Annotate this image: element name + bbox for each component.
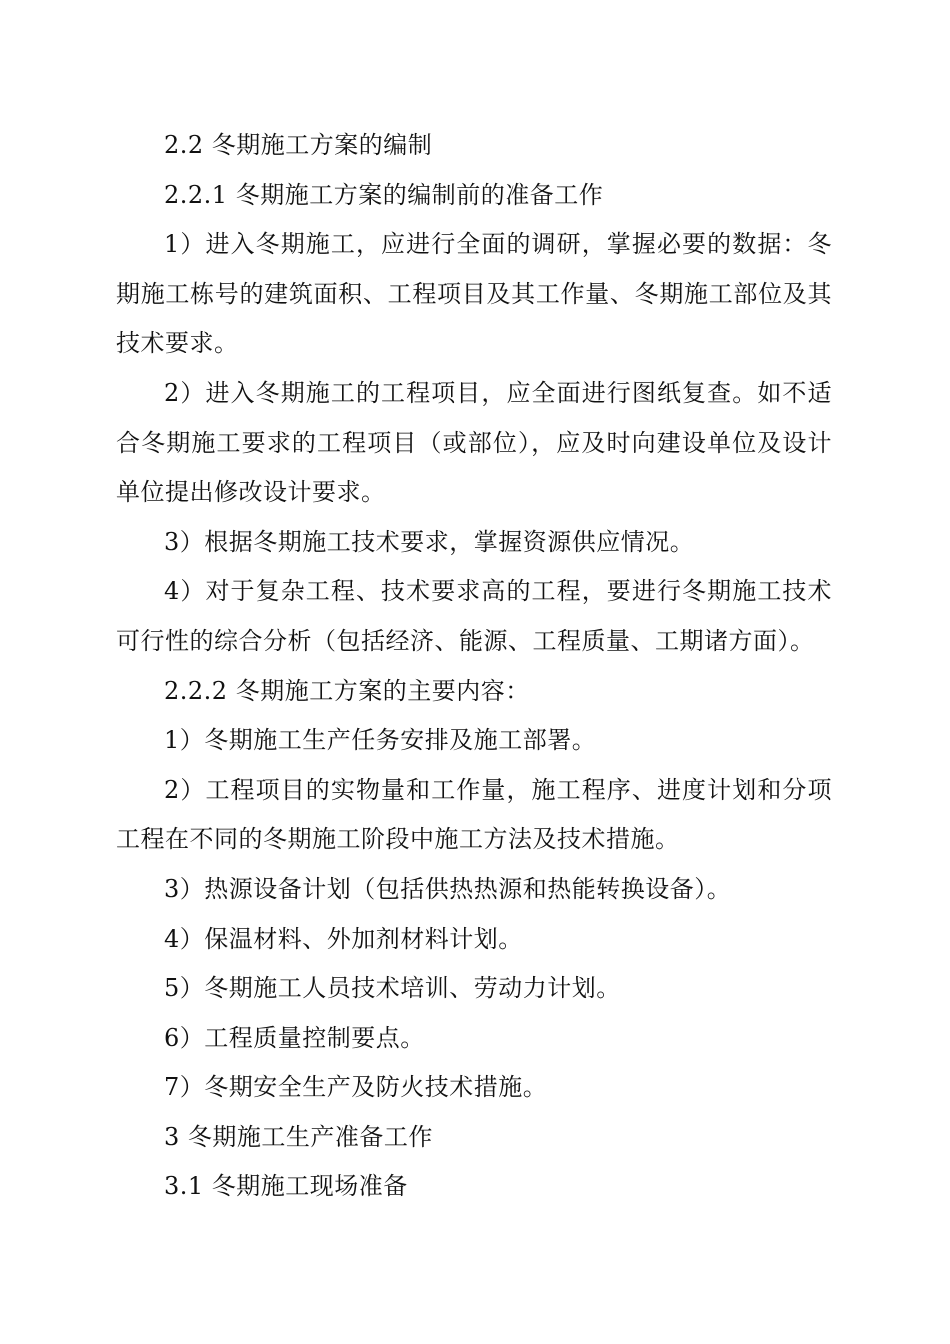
paragraph-item: 2）工程项目的实物量和工作量，施工程序、进度计划和分项工程在不同的冬期施工阶段中施工方法及技术措施。 [116, 775, 832, 854]
subsection-heading-2-2-1: 2.2.1 冬期施工方案的编制前的准备工作 [164, 180, 604, 209]
document-body [116, 121, 832, 1212]
paragraph-item: 3）热源设备计划（包括供热热源和热能转换设备）。 [164, 874, 732, 903]
paragraph-item: 4）保温材料、外加剂材料计划。 [164, 924, 523, 953]
paragraph-item: 5）冬期施工人员技术培训、劳动力计划。 [164, 974, 621, 1003]
paragraph-item: 6）工程质量控制要点。 [164, 1023, 425, 1052]
paragraph-item: 1）冬期施工生产任务安排及施工部署。 [164, 726, 597, 755]
subsection-heading-2-2-2: 2.2.2 冬期施工方案的主要内容： [164, 676, 530, 705]
subsection-heading-3-1: 3.1 冬期施工现场准备 [164, 1172, 408, 1201]
section-heading-3: 3 冬期施工生产准备工作 [164, 1122, 433, 1151]
paragraph-item: 1）进入冬期施工，应进行全面的调研，掌握必要的数据：冬期施工栋号的建筑面积、工程项目及其工作量、冬期施工部位及其技术要求。 [116, 230, 832, 358]
paragraph-item: 3）根据冬期施工技术要求，掌握资源供应情况。 [164, 527, 695, 556]
paragraph-item: 7）冬期安全生产及防火技术措施。 [164, 1073, 548, 1102]
paragraph-item: 2）进入冬期施工的工程项目，应全面进行图纸复查。如不适合冬期施工要求的工程项目（或部位），应及时向建设单位及设计单位提出修改设计要求。 [116, 378, 832, 507]
section-heading-2-2: 2.2 冬期施工方案的编制 [164, 131, 433, 159]
paragraph-item: 4）对于复杂工程、技术要求高的工程，要进行冬期施工技术可行性的综合分析（包括经济、能源、工程质量、工期诸方面）。 [116, 577, 832, 655]
